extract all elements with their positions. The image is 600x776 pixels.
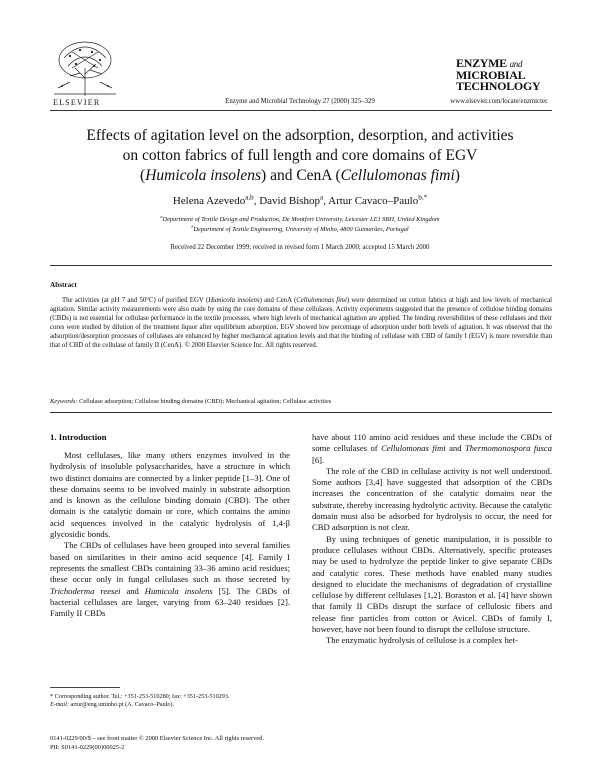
right-column <box>312 432 552 647</box>
paragraph: The enzymatic hydrolysis of cellulose is a complex het- <box>326 635 518 646</box>
author-2: David Bishop <box>259 195 321 207</box>
journal-logo-line1: ENZYME <box>456 56 507 70</box>
left-column <box>50 450 290 619</box>
footnote-rule <box>50 687 120 688</box>
abstract-rule <box>50 412 552 413</box>
author-list: Helena Azevedo$^{a,b}$, David Bishop$^a$, Artur Cavaco–Paulo$^{b,*}$ <box>172 193 428 207</box>
elsevier-tree-logo <box>50 38 120 100</box>
header-rule <box>50 110 552 111</box>
title-line-2: on cotton fabrics of full length and core domains of EGV <box>122 147 478 164</box>
received-dates: Received 22 December 1999; received in revised form 1 March 2000; accepted 15 March 2000 <box>170 244 430 251</box>
paragraph: Most cellulases, like many others enzymes involved in the hydrolysis of insoluble polysaccharides, have a structure in which two distinct domains are connected by a linker peptide [1–3]. One of these domains seems to be involved mainly in substrate adsorption and is known as the cellulose binding domain (CBD). The other domain is the catalytic domain or core, which contains the amino acid sequences involved in the catalytic hydrolysis of 1,4-β glycosidic bonds. <box>50 450 290 540</box>
paragraph: The CBDs of cellulases have been grouped into several families based on similarities in their amino acid sequence [4]. Family I represents the smallest CBDs containing 33–36 amino acid residues; these occur only in fungal cellulases such as those secreted by Trichoderma reesei and Humicola insolens [5]. The CBDs of bacterial cellulases are larger, varying from 63–240 residues [2]. Family II CBDs <box>50 540 290 619</box>
footnote <box>50 693 290 709</box>
journal-logo-line2: MICROBIAL <box>456 68 526 82</box>
title-line-3: (Humicola insolens) and CenA (Cellulomonas fimi) <box>140 167 460 184</box>
affiliation-a: $^a$Department of Textile Design and Production, De Montfort University, Leicester LE1 9BH, United Kingdom <box>160 213 440 223</box>
journal-citation: Enzyme and Microbial Technology 27 (2000) 325–329 <box>225 98 375 105</box>
paper-title <box>40 126 560 186</box>
front-matter-line: 0141-0229/00/$ – see front matter © 2000 Elsevier Science Inc. All rights reserved. <box>50 735 264 742</box>
section-heading-introduction: 1. Introduction <box>50 432 107 442</box>
author-email: E-mail: artur@eng.uminho.pt (A. Cavaco–Paulo). <box>50 701 175 708</box>
corresponding-author: * Corresponding author. Tel.: +351-253-510280; fax: +351-253-510293. <box>50 693 230 700</box>
keywords-text: Cellulase adsorption; Cellulose binding domains (CBD); Mechanical agitation; Cellulase activities <box>79 398 332 405</box>
journal-website[interactable]: www.elsevier.com/locate/enzmictec <box>450 98 548 105</box>
paragraph: have about 110 amino acid residues and these include the CBDs of some cellulases of Cellulomonas fimi and Thermomonospora fusca [6]. <box>312 432 552 465</box>
journal-logo-line3: TECHNOLOGY <box>456 79 541 93</box>
author-3: Artur Cavaco–Paulo <box>328 195 419 207</box>
title-line-1: Effects of agitation level on the adsorption, desorption, and activities <box>86 127 514 144</box>
affiliation-b: $^b$Department of Textile Engineering, University of Minho, 4800 Guimarães, Portugal <box>191 223 409 233</box>
author-1: Helena Azevedo <box>172 195 246 207</box>
paragraph: The role of the CBD in cellulase activity is not well understood. Some authors [3,4] have suggested that adsorption of the CBDs increases the concentration of the catalytic domains near the substrate, thereby increasing hydrolytic activity. Because the catalytic domain must also be adsorbed for hydrolysis to occur, the need for CBD adsorption is not clear. <box>312 465 552 533</box>
abstract-heading: Abstract <box>50 281 77 289</box>
journal-logo-and: and <box>509 59 523 69</box>
journal-logo <box>456 58 556 92</box>
keywords-label: Keywords: <box>50 398 78 405</box>
publisher-name: ELSEVIER <box>53 98 101 107</box>
title-rule <box>50 265 552 266</box>
copyright-block <box>50 735 264 752</box>
abstract-body: The activities (at pH 7 and 50°C) of purified EGV (Humicola insolens) and CenA (Cellulomonas fimi) were determined on cotton fabrics at high and low levels of mechanical agitation. Similar activity measurements were also made by using the core domains of these cellulases. Activity experiments suggested that the presence of cellulose binding domains (CBDs) is not essential for cellulase performance in the textile processes, where high levels of mechanical agitation are applied. The binding reversibilities of these cellulases and their cores were studied by dilution of the treatment liquor after equilibrium adsorption. EGV showed low percentage of adsorption under both levels of agitation. It was observed that the adsorption/desorption processes of cellulases are enhanced by higher mechanical agitation levels and that the binding of cellulase with CBD of family I (EGV) is more reversible than that of CBD of the cellulase of family II (CenA). © 2000 Elsevier Science Inc. All rights reserved. <box>50 297 552 350</box>
keywords <box>50 398 552 405</box>
pii-line: PII: S0141-0229(00)00025-2 <box>50 743 125 751</box>
paragraph: By using techniques of genetic manipulation, it is possible to produce cellulases without CBDs. Alternatively, specific proteases may be used to hydrolyze the peptide linker to give separate CBDs and catalytic cores. These methods have enabled many studies designed to elucidate the mechanisms of degradation of crystalline cellulose by different cellulases [1,2]. Boraston et al. [4] have shown that family II CBDs disrupt the surface of cellulosic fibers and release fine particles from cotton or Avicel. CBDs of family I, however, have not been found to disrupt the cellulose structure. <box>312 533 552 635</box>
